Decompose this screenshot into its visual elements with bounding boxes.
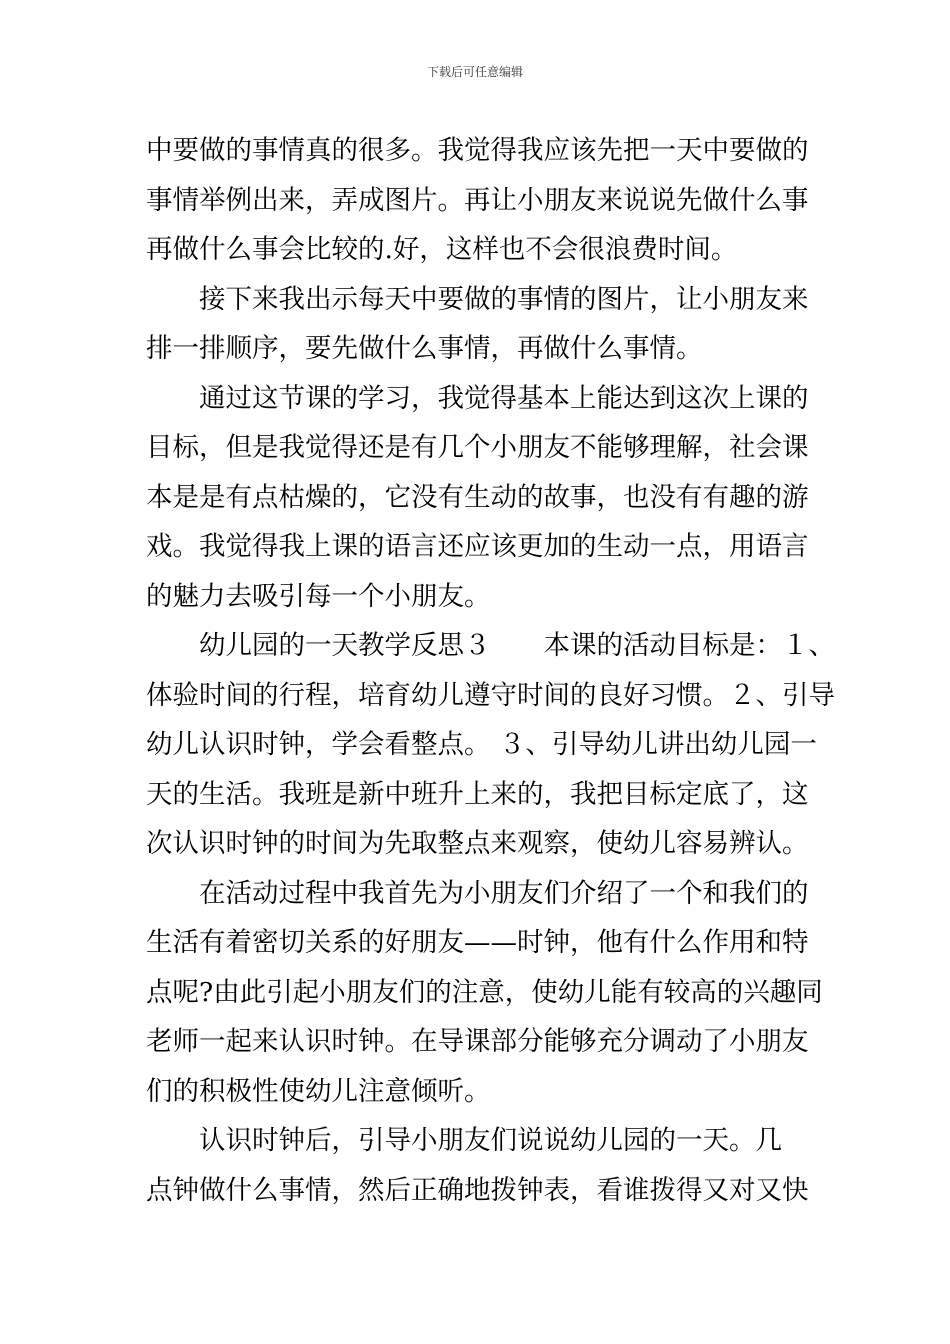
text-line: 们的积极性使幼儿注意倾听。 — [146, 1075, 491, 1107]
text-line: 本是是有点枯燥的，它没有生动的故事，也没有有趣的游 — [146, 481, 809, 513]
text-line: 点呢?由此引起小朋友们的注意，使幼儿能有较高的兴趣同 — [146, 976, 823, 1008]
text-line: 事情举例出来，弄成图片。再让小朋友来说说先做什么事 — [146, 184, 809, 216]
text-line: 接下来我出示每天中要做的事情的图片，让小朋友来 — [199, 283, 809, 315]
text-line: 点钟做什么事情，然后正确地拨钟表，看谁拨得又对又快 — [146, 1174, 809, 1206]
paragraph — [146, 869, 823, 1117]
paragraph — [146, 374, 809, 622]
paragraph — [146, 1116, 809, 1215]
text-line: 再做什么事会比较的.好，这样也不会很浪费时间。 — [146, 234, 738, 265]
text-line: 目标，但是我觉得还是有几个小朋友不能够理解，社会课 — [146, 432, 809, 463]
text-line: 幼儿园的一天教学反思３ 本课的活动目标是：１、 — [199, 630, 835, 661]
document-body — [146, 126, 835, 1215]
text-line: 的魅力去吸引每一个小朋友。 — [146, 580, 491, 612]
text-line: 生活有着密切关系的好朋友——时钟，他有什么作用和特 — [146, 927, 809, 958]
text-line: 戏。我觉得我上课的语言还应该更加的生动一点，用语言 — [146, 531, 809, 562]
text-line: 通过这节课的学习，我觉得基本上能达到这次上课的 — [199, 382, 809, 414]
paragraph — [146, 275, 809, 374]
paragraph — [146, 621, 835, 869]
text-line: 体验时间的行程，培育幼儿遵守时间的良好习惯。２、引导 — [146, 679, 835, 711]
text-line: 次认识时钟的时间为先取整点来观察，使幼儿容易辨认。 — [146, 828, 809, 859]
paragraph — [146, 126, 809, 275]
text-line: 中要做的事情真的很多。我觉得我应该先把一天中要做的 — [146, 135, 809, 166]
text-line: 老师一起来认识时钟。在导课部分能够充分调动了小朋友 — [146, 1026, 809, 1057]
text-line: 排一排顺序，要先做什么事情，再做什么事情。 — [146, 333, 703, 364]
text-line: 认识时钟后，引导小朋友们说说幼儿园的一天。几 — [199, 1125, 782, 1156]
text-line: 幼儿认识时钟，学会看整点。 ３、引导幼儿讲出幼儿园一 — [146, 729, 817, 760]
text-line: 在活动过程中我首先为小朋友们介绍了一个和我们的 — [199, 877, 809, 909]
text-line: 天的生活。我班是新中班升上来的，我把目标定底了，这 — [146, 778, 809, 810]
page-header: 下载后可任意编辑 — [426, 65, 523, 79]
